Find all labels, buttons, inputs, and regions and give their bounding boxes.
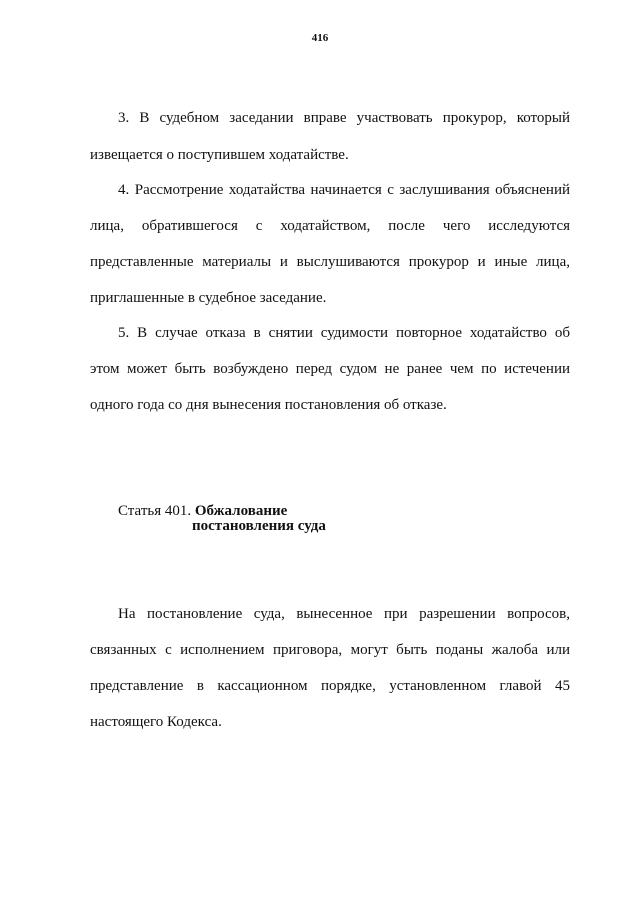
text-line: На постановление суда, вынесенное при разрешении вопросов, — [118, 606, 570, 622]
article-title: Обжалование — [194, 503, 288, 519]
text-line: одного года со дня вынесения постановления об отказе. — [90, 397, 447, 413]
text-line: 5. В случае отказа в снятии судимости повторное ходатайство об — [118, 325, 570, 341]
text-line: приглашенные в судебное заседание. — [90, 290, 327, 306]
text-line: связанных с исполнением приговора, могут быть поданы жалоба или — [90, 642, 570, 658]
page-number: 416 — [311, 32, 329, 44]
text-line: настоящего Кодекса. — [90, 714, 222, 730]
text-line: представление в кассационном порядке, установленном главой 45 — [90, 678, 570, 694]
article-number: Статья 401. — [118, 503, 192, 519]
text-line: 3. В судебном заседании вправе участвовать прокурор, который — [118, 110, 570, 126]
text-line: этом может быть возбуждено перед судом не ранее чем по истечении — [90, 361, 570, 377]
text-line: извещается о поступившем ходатайстве. — [90, 147, 349, 163]
text-line: 4. Рассмотрение ходатайства начинается с заслушивания объяснений — [118, 182, 570, 198]
article-title-line-2: постановления суда — [192, 518, 326, 534]
text-line: лица, обратившегося с ходатайством, после чего исследуются — [90, 218, 570, 234]
text-line: представленные материалы и выслушиваются прокурор и иные лица, — [90, 254, 570, 270]
